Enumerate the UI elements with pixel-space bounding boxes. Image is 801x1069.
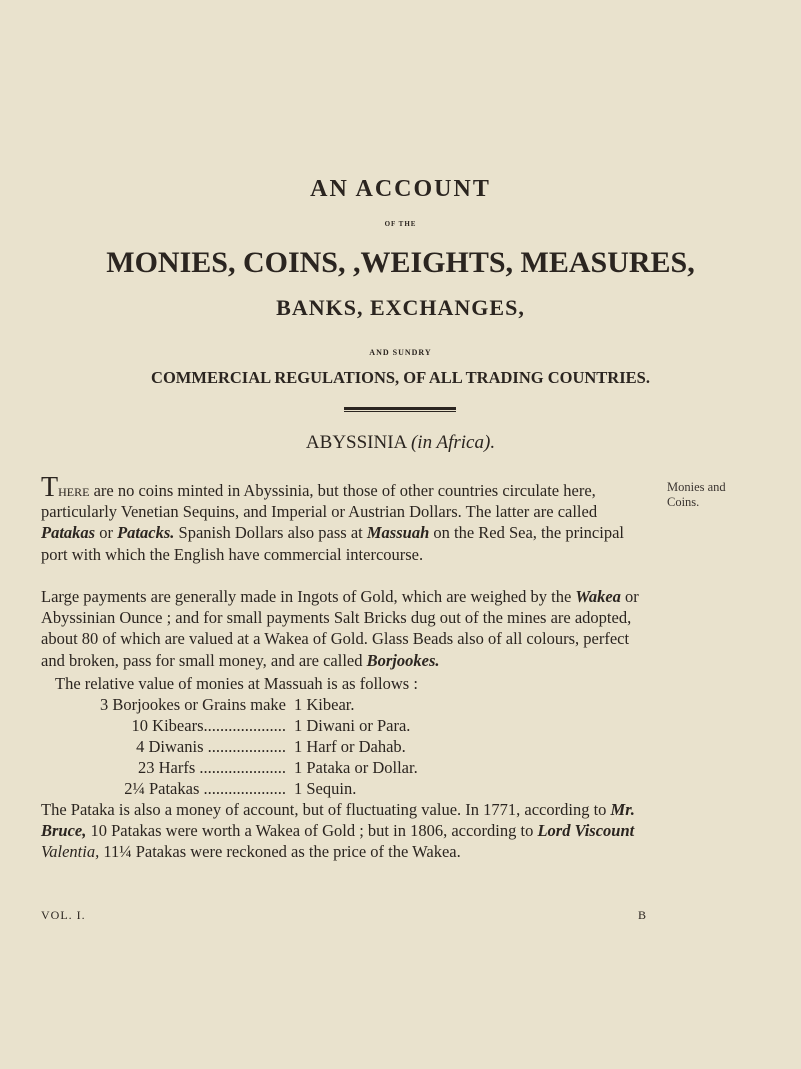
name-bruce: Mr. Bruce, — [41, 800, 635, 841]
table-row-right — [294, 694, 354, 715]
paragraph-2-text-b: or Abyssinian Ounce ; and for small payments Salt Bricks dug out of the mines are adopted, about 80 of which are valued at a Wakea of Gold. Glass Beads also of all colours, perfect and broken, pass for small money, and are called — [41, 587, 639, 670]
table-row — [41, 757, 286, 778]
table-row-right — [294, 715, 410, 736]
paragraph-2-text-a: Large payments are generally made in Ingots of Gold, which are weighed by the — [41, 587, 576, 606]
paragraph-1 — [41, 472, 649, 565]
table-row-right-text: 1 Kibear. — [294, 695, 355, 714]
title-line-2: BANKS, EXCHANGES, — [276, 295, 525, 320]
paragraph-1-text-a: are no coins minted in Abyssinia, but those of other countries circulate here, particularly Venetian Sequins, and Imperial or Austrian Dollars. The latter are called — [41, 481, 598, 522]
name-lord-viscount: Lord Viscount — [537, 821, 635, 841]
paragraph-4-text-c: 11¼ Patakas were reckoned as the price of the Wakea. — [99, 842, 461, 862]
section-divider — [344, 407, 456, 410]
paragraph-1-or: or — [95, 523, 118, 543]
name-valentia: Valentia, — [41, 842, 100, 862]
term-massuah: Massuah — [366, 523, 430, 543]
drop-cap: T — [41, 472, 59, 503]
table-row — [41, 778, 286, 799]
table-row-right — [294, 778, 356, 799]
paragraph-4-text-a: The Pataka is also a money of account, but of fluctuating value. In 1771, according to — [41, 800, 611, 819]
page-title: AN ACCOUNT — [310, 176, 491, 202]
table-row-right-text: 1 Harf or Dahab. — [294, 737, 406, 756]
paragraph-1-text-c: on the Red Sea, the principal port with which the English have commercial intercourse. — [41, 523, 624, 564]
section-divider-thin — [344, 411, 456, 412]
table-row-right-text: 1 Pataka or Dollar. — [294, 758, 418, 777]
table-row — [41, 694, 286, 715]
small-caps-word: here — [58, 481, 90, 500]
table-row-left: 3 Borjookes or Grains make — [99, 695, 286, 714]
table-row-left: 4 Diwanis ................... — [136, 737, 286, 756]
signature-mark: B — [638, 908, 648, 922]
table-row-left: 23 Harfs ..................... — [137, 758, 286, 777]
table-row-right — [294, 736, 406, 757]
paragraph-3: The relative value of monies at Massuah is as follows : — [55, 674, 418, 693]
table-row-right-text: 1 Diwani or Para. — [294, 716, 411, 735]
volume-label: VOL. I. — [41, 908, 86, 922]
term-patakas: Patakas — [41, 523, 96, 543]
table-row-right-text: 1 Sequin. — [294, 779, 357, 798]
term-wakea: Wakea — [575, 587, 621, 606]
table-row-left: 2¼ Patakas .................... — [124, 779, 286, 798]
margin-note: Monies and Coins. — [667, 480, 726, 509]
title-of-the: OF THE — [384, 220, 417, 228]
paragraph-4 — [41, 799, 649, 863]
title-and-sundry: AND SUNDRY — [369, 348, 432, 357]
paragraph-4-text-b: 10 Patakas were worth a Wakea of Gold ; but in 1806, according to — [86, 821, 538, 841]
title-line-1: MONIES, COINS, ,WEIGHTS, MEASURES, — [106, 246, 695, 279]
table-row-left: 10 Kibears.................... — [131, 716, 286, 735]
table-row — [41, 736, 286, 757]
section-heading-region: (in Africa). — [410, 432, 496, 453]
paragraph-2 — [41, 586, 649, 671]
section-heading-country: ABYSSINIA — [305, 432, 407, 453]
title-line-3: COMMERCIAL REGULATIONS, OF ALL TRADING COUNTRIES. — [151, 368, 650, 387]
section-heading — [0, 432, 801, 454]
table-row — [41, 715, 286, 736]
paragraph-1-text-b: Spanish Dollars also pass at — [174, 523, 367, 543]
term-patacks: Patacks. — [117, 523, 175, 543]
term-borjookes: Borjookes. — [366, 650, 440, 670]
table-row-right — [294, 757, 418, 778]
